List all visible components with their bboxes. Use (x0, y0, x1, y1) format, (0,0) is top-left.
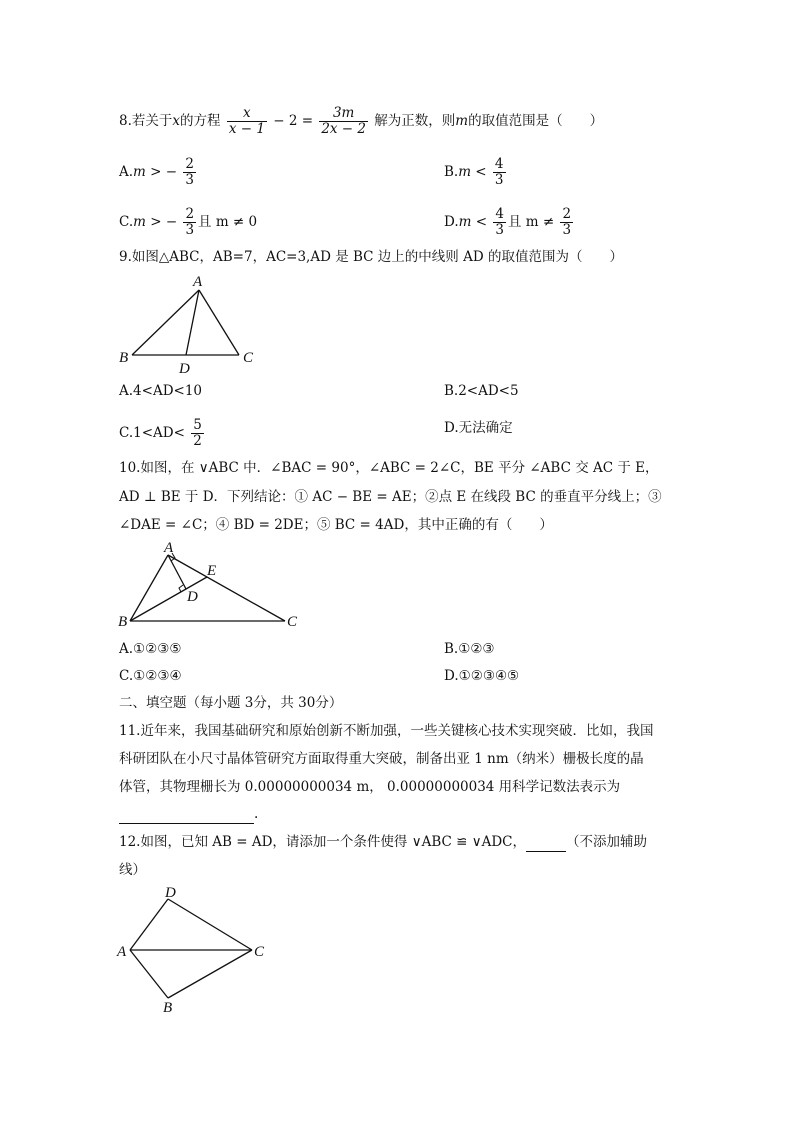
q9-label-c: C (243, 350, 254, 366)
q10-label-d: D (187, 589, 198, 605)
q9-c-den: 2 (193, 433, 202, 449)
q10-stem-line2: AD ⊥ BE 于 D．下列结论：① AC − BE = AE；②点 E 在线段 BC 的垂直平分线上；③ (119, 489, 662, 505)
q9-option-b: B.2<AD<5 (444, 383, 519, 399)
q12-pre: 12.如图，已知 AB = AD，请添加一个条件使得 ∨ABC ≌ ∨ADC， (119, 834, 526, 850)
q8-d-num2: 2 (562, 206, 572, 222)
q8-prefix: 8.若关于 (119, 113, 173, 129)
q8-b-num: 4 (494, 156, 504, 172)
q9-label-a: A (193, 274, 203, 290)
q11-answer-blank[interactable] (119, 807, 254, 824)
q11-end-dot: . (254, 806, 259, 822)
q8-fraction-2 (319, 106, 368, 137)
q12-side-dc (168, 899, 252, 950)
q11-line2: 科研团队在小尺寸晶体管研究方面取得重大突破，制备出亚 1 nm（纳米）栅极长度的晶 (119, 751, 644, 767)
q12-label-a: A (117, 944, 127, 960)
q11-line1: 11.近年来，我国基础研究和原始创新不断加强，一些关键核心技术实现突破．比如，我国 (119, 723, 654, 739)
q8-d-num: 4 (495, 206, 504, 222)
q8-text1: 的方程 (180, 113, 221, 129)
q8-d-fraction (493, 207, 506, 238)
q8-f2-denominator: 2x − 2 (321, 121, 366, 137)
q10-option-a: A.①②③⑤ (119, 641, 182, 657)
q8-a-num: 2 (185, 156, 194, 172)
q9-stem: 9.如图△ABC，AB=7，AC=3,AD 是 BC 边上的中线则 AD 的取值范围为（ ） (119, 249, 623, 265)
q10-side-ab (130, 555, 168, 621)
q12-kite-figure (115, 884, 275, 1019)
q11-line3: 体管，其物理栅长为 0.00000000034 m， 0.00000000034 用科学记数法表示为 (119, 779, 621, 795)
q9-median-ad (186, 290, 199, 355)
q10-option-b: B.①②③ (444, 641, 495, 657)
q8-d-fraction-2 (560, 207, 573, 238)
q8-option-a (119, 157, 198, 188)
q8-a-den: 3 (185, 172, 194, 188)
q10-label-c: C (287, 614, 298, 630)
q8-text3: 的取值范围是（ ） (468, 113, 604, 129)
q8-option-c (119, 207, 257, 238)
q9-c-fraction (191, 418, 204, 449)
q8-option-b (444, 157, 508, 188)
q8-c-den: 3 (185, 222, 195, 238)
q8-c-expr: m > − (133, 214, 178, 230)
q12-side-bc (168, 950, 252, 998)
q8-b-label: B. (444, 164, 459, 180)
q10-label-e: E (207, 563, 217, 579)
q12-line2: 线） (119, 862, 146, 878)
q8-c-label: C. (119, 214, 134, 230)
q8-var-x: x (172, 113, 181, 129)
q9-label-d: D (179, 361, 190, 377)
q8-mid: − 2 = (273, 113, 314, 129)
q9-label-b: B (119, 350, 129, 366)
q9-option-d: D.无法确定 (444, 420, 513, 436)
q9-triangle-figure (115, 273, 265, 378)
q8-option-d (444, 207, 575, 238)
q8-fraction-1 (227, 106, 267, 137)
q9-c-text: C.1<AD< (119, 425, 185, 441)
q10-label-a: A (164, 540, 174, 556)
q8-b-fraction (493, 157, 506, 188)
q8-a-label: A. (119, 164, 134, 180)
q10-stem-line3: ∠DAE = ∠C；④ BD = 2DE；⑤ BC = 4AD，其中正确的有（ ） (119, 517, 553, 533)
q8-d-expr: m < (458, 214, 488, 230)
q12-answer-blank[interactable] (526, 835, 566, 852)
q8-text2: 解为正数，则 (374, 113, 456, 129)
q8-c-post: 且 m ≠ 0 (198, 214, 258, 230)
q12-post: （不添加辅助 (566, 834, 647, 850)
q8-f2-numerator: 3m (319, 106, 368, 122)
q10-stem-line1: 10.如图，在 ∨ABC 中．∠BAC = 90°，∠ABC = 2∠C，BE 平分 ∠ABC 交 AC 于 E， (119, 460, 659, 476)
q9-option-a: A.4<AD<10 (119, 383, 203, 399)
q12-line1 (119, 832, 647, 852)
q11-answer-line (119, 804, 258, 824)
q9-c-num: 5 (193, 417, 202, 433)
q9-side-ab (132, 290, 199, 355)
q10-option-c: C.①②③④ (119, 668, 182, 684)
q8-b-expr: m < (458, 164, 487, 180)
q8-var-m: m (455, 113, 469, 129)
q8-d-den: 3 (495, 222, 504, 238)
q8-b-den: 3 (494, 172, 504, 188)
q9-option-c (119, 418, 206, 449)
q8-f1-denominator: x − 1 (228, 121, 265, 137)
q8-stem (119, 106, 603, 137)
q8-d-den2: 3 (562, 222, 572, 238)
q9-side-ac (199, 290, 239, 355)
q8-a-expr: m > − (133, 164, 178, 180)
q8-d-label: D. (444, 214, 459, 230)
q8-a-fraction (183, 157, 196, 188)
q12-label-b: B (163, 1000, 173, 1016)
q10-option-d: D.①②③④⑤ (444, 668, 520, 684)
q8-c-fraction (183, 207, 196, 238)
section-2-heading: 二、填空题（每小题 3分，共 30分） (119, 695, 343, 711)
q12-label-c: C (254, 944, 265, 960)
q10-label-b: B (118, 614, 128, 630)
q10-triangle-figure (115, 538, 305, 633)
q8-f1-numerator: x (227, 106, 267, 122)
q12-label-d: D (165, 885, 176, 901)
q12-side-ab (130, 950, 168, 998)
q12-side-ad (130, 899, 168, 950)
q8-c-num: 2 (185, 206, 195, 222)
q8-d-mid: 且 m ≠ (507, 214, 555, 230)
